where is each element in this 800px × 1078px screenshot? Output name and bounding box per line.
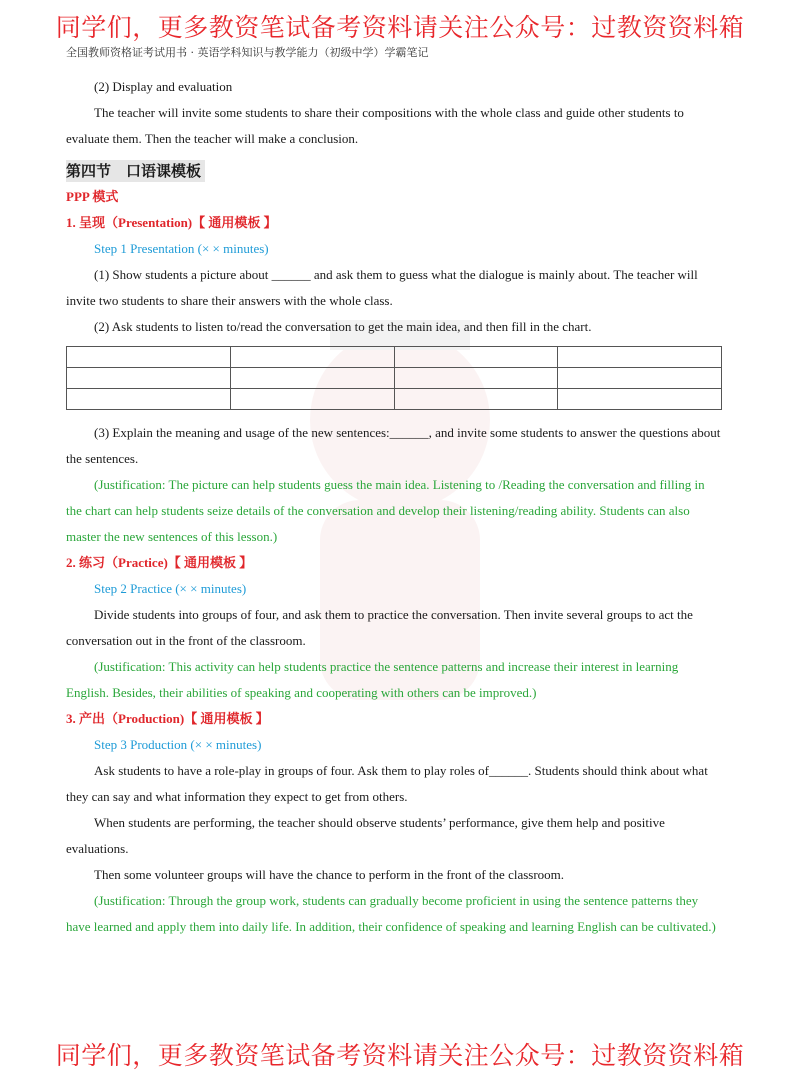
table-cell (394, 347, 558, 368)
step2-label: Step 2 Practice (× × minutes) (94, 581, 247, 596)
table-row (67, 347, 722, 368)
production-p3: Then some volunteer groups will have the chance to perform in the front of the classroom. (94, 867, 565, 882)
presentation-p2: (2) Ask students to listen to/read the conversation to get the main idea, and then fill in the chart. (94, 319, 592, 334)
practice-heading: 2. 练习（Practice)【 通用模板 】 (66, 555, 253, 570)
section-title: 第四节 口语课模板 (66, 160, 205, 182)
table-cell (394, 389, 558, 410)
table-cell (67, 347, 231, 368)
table-cell (558, 347, 722, 368)
table-cell (558, 368, 722, 389)
presentation-p3: (3) Explain the meaning and usage of the new sentences:______, and invite some students to answer the questions about the sentences. (66, 425, 721, 466)
step1-label: Step 1 Presentation (× × minutes) (94, 241, 269, 256)
presentation-p1: (1) Show students a picture about ______ and ask them to guess what the dialogue is mainly about. The teacher will invite two students to share their answers with the whole class. (66, 267, 698, 308)
mode-label: PPP 模式 (66, 189, 119, 204)
display-heading: (2) Display and evaluation (94, 79, 233, 94)
table-cell (230, 389, 394, 410)
presentation-heading: 1. 呈现（Presentation)【 通用模板 】 (66, 215, 277, 230)
practice-justification: (Justification: This activity can help students practice the sentence patterns and increase their interest in learning English. Besides, their abilities of speaking and cooperating with others can be improved.) (66, 659, 679, 700)
table-row (67, 389, 722, 410)
production-heading: 3. 产出（Production)【 通用模板 】 (66, 711, 269, 726)
table-row (67, 368, 722, 389)
book-subheader: 全国教师资格证考试用书 · 英语学科知识与教学能力（初级中学）学霸笔记 (66, 46, 429, 59)
top-banner: 同学们，更多教资笔试备考资料请关注公众号：过教资资料箱 (55, 13, 745, 42)
bottom-banner: 同学们，更多教资笔试备考资料请关注公众号：过教资资料箱 (55, 1041, 745, 1070)
table-cell (558, 389, 722, 410)
table-cell (394, 368, 558, 389)
table-cell (67, 368, 231, 389)
step3-label: Step 3 Production (× × minutes) (94, 737, 262, 752)
table-cell (67, 389, 231, 410)
table-cell (230, 347, 394, 368)
production-p1: Ask students to have a role-play in groups of four. Ask them to play roles of______. Students should think about what they can say and what information they expect to get from others. (66, 763, 708, 804)
presentation-justification: (Justification: The picture can help students guess the main idea. Listening to /Reading the conversation and filling in the chart can help students seize details of the conversation and develop their listening/reading ability. Students can also master the new sentences of this lesson.) (66, 477, 705, 544)
fill-in-chart (66, 346, 722, 410)
practice-p1: Divide students into groups of four, and ask them to practice the conversation. Then invite several groups to act the conversation out in the front of the classroom. (66, 607, 693, 648)
production-justification: (Justification: Through the group work, students can gradually become proficient in using the sentence patterns they have learned and apply them into daily life. In addition, their confidence of speaking and learning English can be cultivated.) (66, 893, 716, 934)
page-content (66, 74, 722, 940)
display-paragraph: The teacher will invite some students to share their compositions with the whole class and guide other students to evaluate them. Then the teacher will make a conclusion. (66, 105, 684, 146)
production-p2: When students are performing, the teacher should observe students’ performance, give them help and positive evaluations. (66, 815, 665, 856)
table-cell (230, 368, 394, 389)
